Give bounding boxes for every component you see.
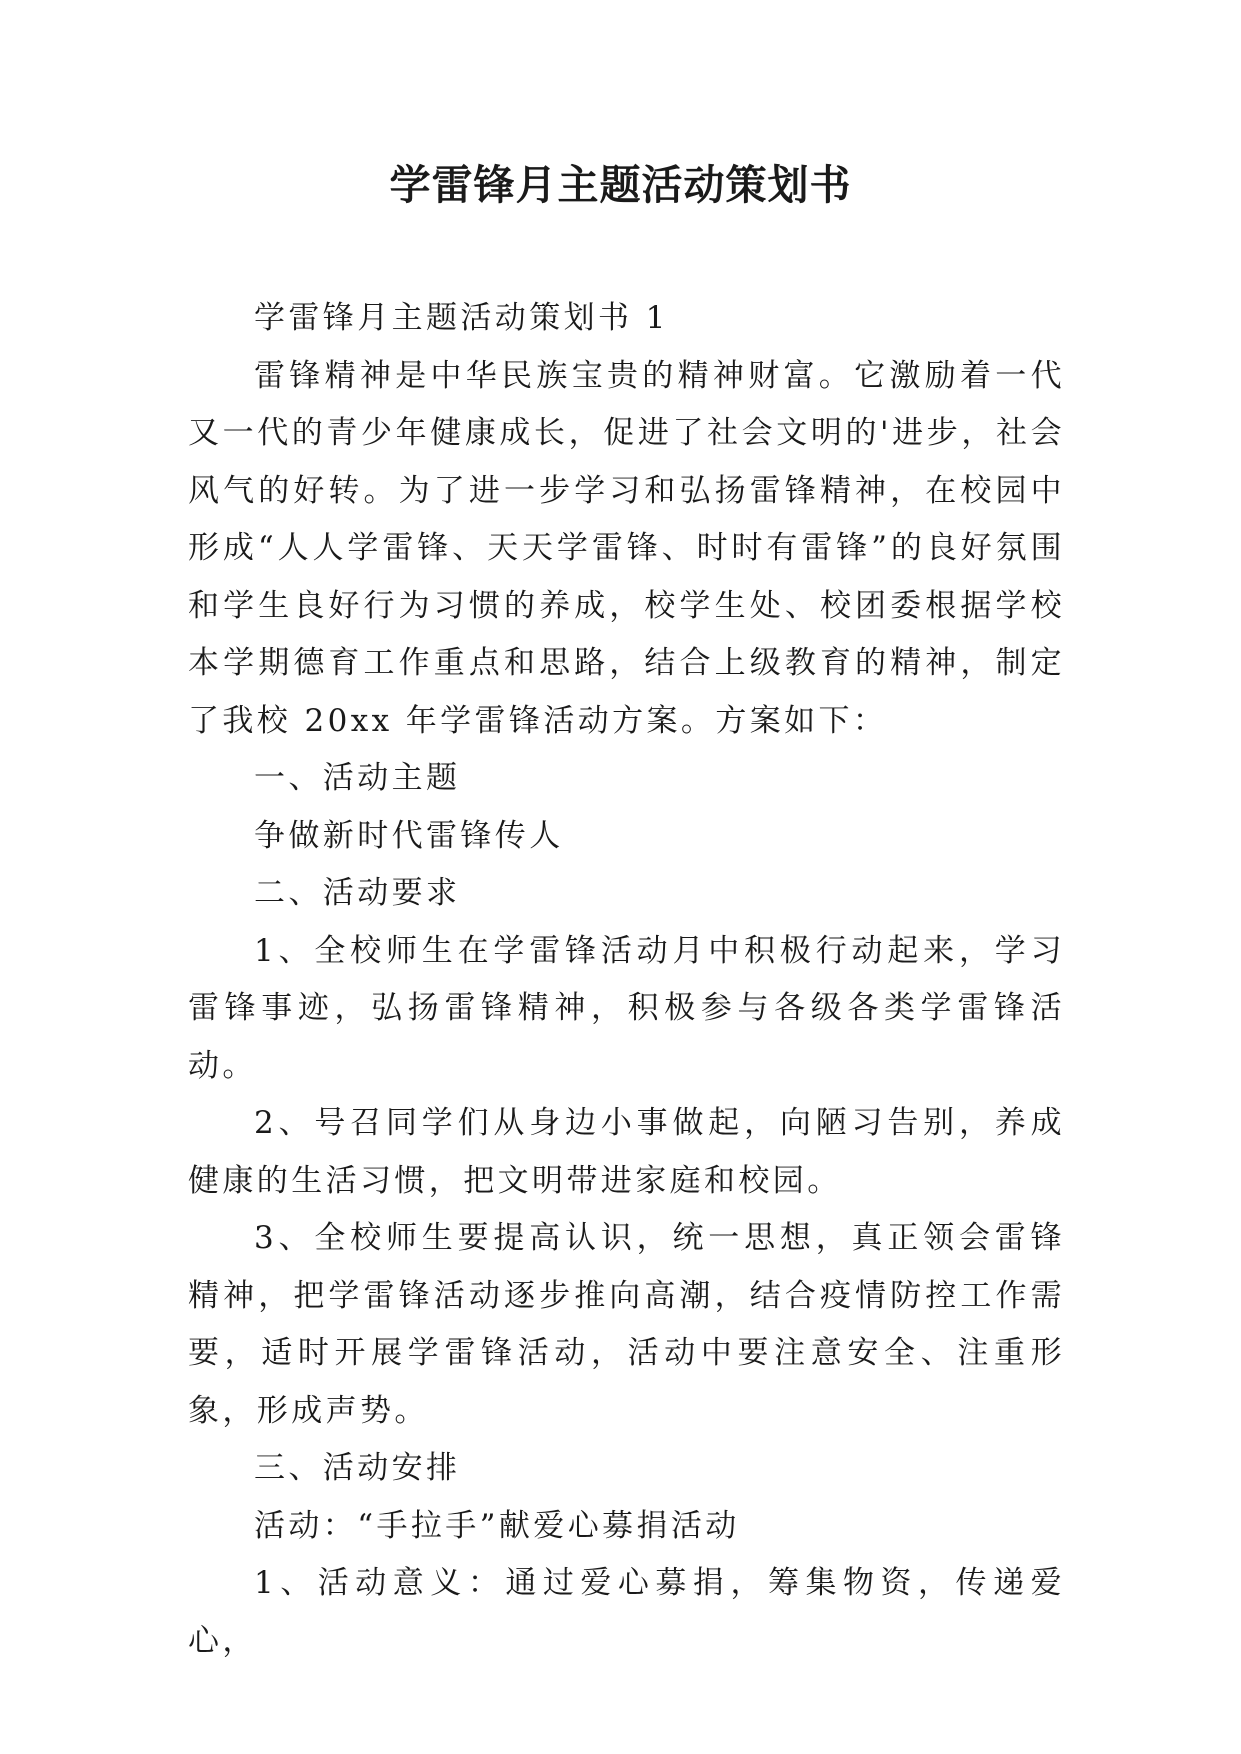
activity-title-paragraph: 活动：“手拉手”献爱心募捐活动 — [254, 1507, 740, 1544]
theme-paragraph: 争做新时代雷锋传人 — [254, 817, 564, 854]
activity-meaning-paragraph: 1、活动意义：通过爱心募捐，筹集物资，传递爱心， — [188, 1565, 1065, 1659]
document-body — [188, 290, 1065, 1670]
requirement-item-3: 3、全校师生要提高认识，统一思想，真正领会雷锋精神，把学雷锋活动逐步推向高潮，结合疫情防控工作需要，适时开展学雷锋活动，活动中要注意安全、注重形象，形成声势。 — [188, 1220, 1065, 1429]
document-title: 学雷锋月主题活动策划书 — [389, 161, 852, 209]
section-heading-arrangement: 三、活动安排 — [254, 1450, 461, 1486]
section-heading-requirements: 二、活动要求 — [254, 875, 461, 911]
intro-paragraph: 雷锋精神是中华民族宝贵的精神财富。它激励着一代又一代的青少年健康成长，促进了社会文明的'进步，社会风气的好转。为了进一步学习和弘扬雷锋精神，在校园中形成“人人学雷锋、天天学雷锋、时时有雷锋”的良好氛围和学生良好行为习惯的养成，校学生处、校团委根据学校本学期德育工作重点和思路，结合上级教育的精神，制定了我校 20xx 年学雷锋活动方案。方案如下： — [188, 357, 1065, 739]
requirement-item-2: 2、号召同学们从身边小事做起，向陋习告别，养成健康的生活习惯，把文明带进家庭和校园。 — [188, 1105, 1065, 1199]
subtitle-paragraph: 学雷锋月主题活动策划书 1 — [254, 300, 669, 336]
requirement-item-1: 1、全校师生在学雷锋活动月中积极行动起来，学习雷锋事迹，弘扬雷锋精神，积极参与各级各类学雷锋活动。 — [188, 932, 1065, 1084]
section-heading-theme: 一、活动主题 — [254, 760, 461, 796]
